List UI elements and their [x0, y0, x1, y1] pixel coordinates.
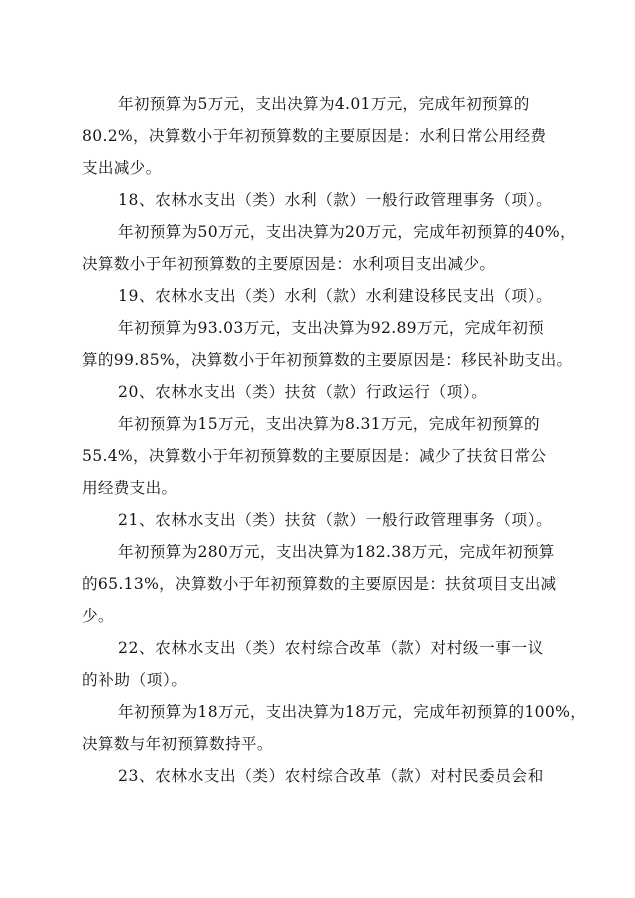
body-paragraph [82, 408, 564, 504]
section-heading [82, 632, 564, 696]
body-paragraph [82, 88, 564, 184]
text-line: 80.2%，决算数小于年初预算数的主要原因是：水利日常公用经费 [82, 127, 547, 145]
section-heading [82, 376, 564, 408]
text-line: 年初预算为280万元，支出决算为182.38万元，完成年初预算 [118, 543, 555, 561]
text-line: 20、农林水支出（类）扶贫（款）行政运行（项）。 [118, 383, 488, 401]
text-line: 22、农林水支出（类）农村综合改革（款）对村级一事一议 [118, 639, 544, 657]
body-paragraph [82, 696, 587, 760]
section-heading [82, 280, 564, 312]
section-heading [82, 504, 564, 536]
text-line: 18、农林水支出（类）水利（款）一般行政管理事务（项）。 [118, 191, 553, 209]
section-heading [82, 184, 564, 216]
text-line: 年初预算为50万元，支出决算为20万元，完成年初预算的40%， [118, 223, 576, 241]
text-line: 23、农林水支出（类）农村综合改革（款）对村民委员会和 [118, 767, 544, 785]
body-paragraph [82, 536, 564, 632]
text-line: 决算数与年初预算数持平。 [82, 735, 273, 753]
text-line: 年初预算为18万元，支出决算为18万元，完成年初预算的100%， [118, 703, 587, 721]
text-line: 年初预算为93.03万元，支出决算为92.89万元，完成年初预 [118, 319, 545, 337]
text-line: 少。 [82, 607, 114, 625]
document-body [82, 88, 587, 792]
text-line: 的65.13%，决算数小于年初预算数的主要原因是：扶贫项目支出减 [82, 575, 557, 593]
section-heading [82, 760, 564, 792]
text-line: 年初预算为15万元，支出决算为8.31万元，完成年初预算的 [118, 415, 540, 433]
text-line: 的补助（项）。 [82, 671, 188, 689]
text-line: 55.4%，决算数小于年初预算数的主要原因是：减少了扶贫日常公 [82, 447, 547, 465]
text-line: 决算数小于年初预算数的主要原因是：水利项目支出减少。 [82, 255, 496, 273]
text-line: 21、农林水支出（类）扶贫（款）一般行政管理事务（项）。 [118, 511, 553, 529]
text-line: 算的99.85%，决算数小于年初预算数的主要原因是：移民补助支出。 [82, 351, 573, 369]
text-line: 用经费支出。 [82, 479, 178, 497]
text-line: 19、农林水支出（类）水利（款）水利建设移民支出（项）。 [118, 287, 553, 305]
text-line: 支出减少。 [82, 159, 162, 177]
body-paragraph [82, 216, 576, 280]
text-line: 年初预算为5万元，支出决算为4.01万元，完成年初预算的 [118, 95, 530, 113]
body-paragraph [82, 312, 573, 376]
